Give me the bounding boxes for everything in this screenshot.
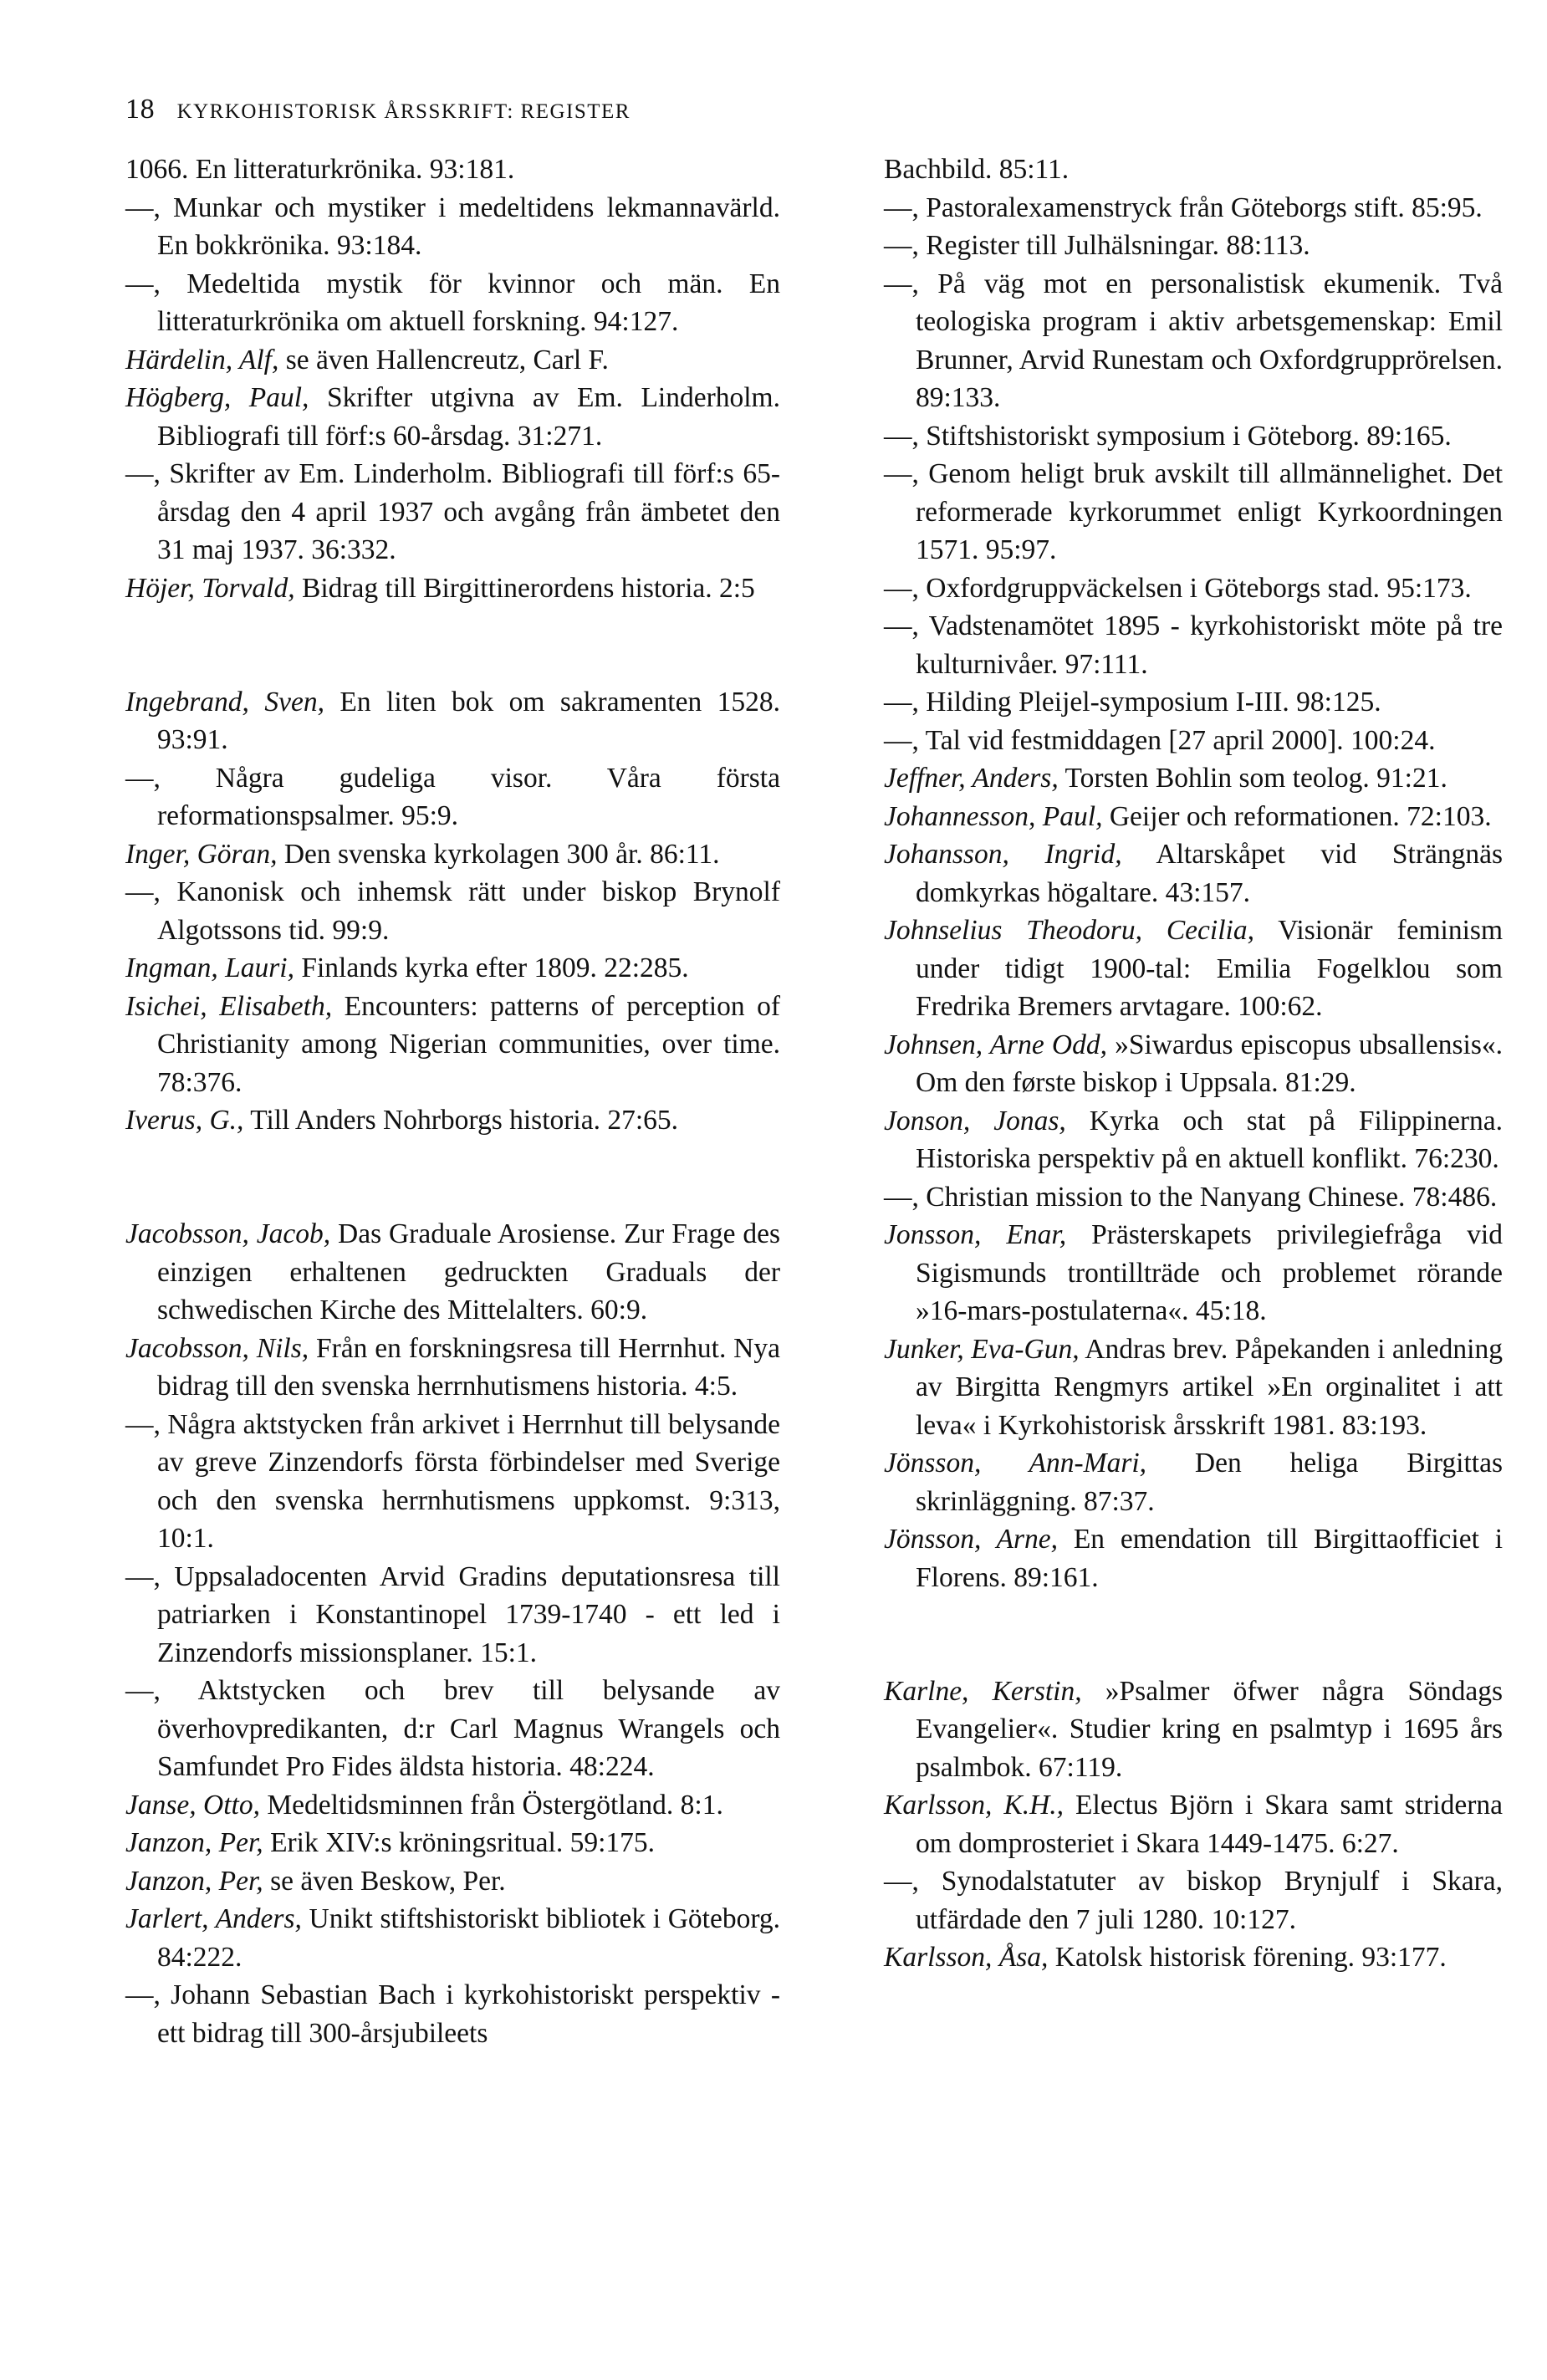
entry-author: Jonsson, Enar,	[884, 1219, 1067, 1250]
index-entry	[125, 265, 780, 341]
entry-text: Andras brev. Påpekanden i anledning av Birgitta Rengmyrs artikel »En orginalitet i att leva« i Kyrkohistorisk årsskrift 1981. 83:193.	[916, 1333, 1503, 1441]
entry-text: Finlands kyrka efter 1809. 22:285.	[294, 953, 689, 983]
entry-text: —, Pastoralexamenstryck från Göteborgs stift. 85:95.	[884, 192, 1483, 223]
entry-author: Härdelin, Alf,	[125, 344, 279, 375]
entry-author: Karlne, Kerstin,	[884, 1675, 1082, 1707]
index-entry	[125, 1558, 780, 1673]
page-number: 18	[125, 94, 156, 125]
index-entry	[125, 683, 780, 759]
entry-text: Bidrag till Birgittinerordens historia. 2:5	[294, 572, 755, 604]
index-entry	[884, 1673, 1503, 1787]
index-entry	[884, 455, 1503, 569]
entry-text: —, Stiftshistoriskt symposium i Göteborg. 89:165.	[884, 420, 1452, 452]
index-entry	[884, 1026, 1503, 1102]
index-entry	[884, 798, 1503, 836]
entry-text: —, På väg mot en personalistisk ekumenik. Två teologiska program i aktiv arbetsgemenskap: Emil Brunner, Arvid Runestam och Oxfordgrupprörelsen. 89:133.	[884, 268, 1503, 413]
index-entry	[125, 569, 780, 608]
index-entry	[125, 949, 780, 988]
entry-text: se även Beskow, Per.	[263, 1865, 506, 1897]
entry-text: —, Kanonisk och inhemsk rätt under biskop Brynolf Algotssons tid. 99:9.	[125, 876, 780, 946]
index-entry	[125, 1824, 780, 1862]
index-entry	[884, 1216, 1503, 1330]
page-header	[125, 94, 631, 125]
entry-author: Johnsen, Arne Odd,	[884, 1029, 1107, 1060]
section-gap	[884, 1596, 1503, 1673]
index-entry	[125, 189, 780, 265]
entry-text: —, Oxfordgruppväckelsen i Göteborgs stad. 95:173.	[884, 572, 1472, 604]
entry-text: Prästerskapets privilegiefråga vid Sigismunds trontillträde och problemet rörande »16-mars-postulaterna«. 45:18.	[916, 1219, 1503, 1326]
entry-author: Höjer, Torvald,	[125, 572, 295, 604]
entry-text: —, Några gudeliga visor. Våra första reformationspsalmer. 95:9.	[125, 762, 780, 831]
index-entry	[884, 1178, 1503, 1217]
entry-text: Den heliga Birgittas skrinläggning. 87:37.	[916, 1448, 1503, 1517]
entry-author: Jarlert, Anders,	[125, 1903, 302, 1934]
entry-text: Electus Björn i Skara samt striderna om domprosteriet i Skara 1449-1475. 6:27.	[916, 1790, 1503, 1859]
entry-author: Ingman, Lauri,	[125, 953, 294, 983]
entry-text: —, Christian mission to the Nanyang Chinese. 78:486.	[884, 1181, 1498, 1213]
index-entry	[884, 683, 1503, 722]
entry-text: —, Register till Julhälsningar. 88:113.	[884, 230, 1310, 261]
index-entry	[884, 189, 1503, 227]
entry-text: Till Anders Nohrborgs historia. 27:65.	[243, 1105, 679, 1136]
index-entry	[125, 988, 780, 1102]
index-entry	[884, 1786, 1503, 1862]
entry-text: —, Synodalstatuter av biskop Brynjulf i Skara, utfärdade den 7 juli 1280. 10:127.	[884, 1866, 1503, 1935]
entry-text: Medeltidsminnen från Östergötland. 8:1.	[259, 1789, 723, 1821]
entry-author: Jacobsson, Jacob,	[125, 1218, 331, 1249]
section-gap	[125, 1140, 780, 1216]
entry-author: Janse, Otto,	[125, 1789, 260, 1821]
entry-author: Jacobsson, Nils,	[125, 1332, 309, 1364]
index-entry	[884, 1520, 1503, 1596]
index-entry	[125, 759, 780, 835]
index-entry	[884, 1938, 1503, 1977]
entry-text: Kyrka och stat på Filippinerna. Historiska perspektiv på en aktuell konflikt. 76:230.	[916, 1105, 1504, 1174]
entry-text: Encounters: patterns of perception of Christianity among Nigerian communities, over time. 78:376.	[157, 990, 780, 1098]
entry-text: —, Genom heligt bruk avskilt till allmännelighet. Det reformerade kyrkorummet enligt Kyrkoordningen 1571. 95:97.	[884, 458, 1503, 565]
entry-text: Skrifter utgivna av Em. Linderholm. Bibliografi till förf:s 60-årsdag. 31:271.	[157, 382, 780, 452]
index-entry	[125, 1406, 780, 1558]
entry-author: Karlsson, K.H.,	[884, 1790, 1065, 1821]
entry-author: Ingebrand, Sven,	[125, 686, 324, 718]
entry-author: Inger, Göran,	[125, 838, 278, 870]
index-entry	[884, 759, 1503, 798]
entry-author: Iverus, G.,	[125, 1105, 244, 1136]
entry-text: —, Vadstenamötet 1895 - kyrkohistoriskt möte på tre kulturnivåer. 97:111.	[884, 610, 1503, 680]
index-entry	[125, 1672, 780, 1786]
entry-text: —, Medeltida mystik för kvinnor och män. En litteraturkrönika om aktuell forskning. 94:127.	[125, 268, 780, 337]
index-entry	[125, 1900, 780, 1976]
entry-text: »Psalmer öfwer några Söndags Evangelier«. Studier kring en psalmtyp i 1695 års psalmbok. 67:119.	[916, 1675, 1503, 1783]
entry-author: Janzon, Per,	[125, 1865, 263, 1897]
entry-author: Högberg, Paul,	[125, 382, 309, 413]
index-entry	[125, 1330, 780, 1406]
entry-author: Isichei, Elisabeth,	[125, 990, 333, 1022]
index-entry	[125, 1976, 780, 2052]
index-entry	[884, 835, 1503, 912]
section-gap	[125, 607, 780, 683]
entry-text: —, Skrifter av Em. Linderholm. Bibliografi till förf:s 65-årsdag den 4 april 1937 och avgång från ämbetet den 31 maj 1937. 36:332.	[125, 458, 780, 565]
entry-text: 1066. En litteraturkrönika. 93:181.	[125, 154, 515, 185]
index-entry	[125, 341, 780, 380]
entry-text: —, Hilding Pleijel-symposium I-III. 98:125.	[884, 687, 1381, 718]
entry-text: —, Uppsaladocenten Arvid Gradins deputationsresa till patriarken i Konstantinopel 1739-1740 - ett led i Zinzendorfs missionsplaner. 15:1.	[125, 1560, 780, 1668]
index-entry	[884, 265, 1503, 417]
entry-text: Bachbild. 85:11.	[884, 154, 1070, 185]
running-head: KYRKOHISTORISK ÅRSSKRIFT: REGISTER	[176, 100, 631, 123]
entry-author: Janzon, Per,	[125, 1827, 263, 1858]
index-entry	[125, 1786, 780, 1825]
entry-text: —, Munkar och mystiker i medeltidens lekmannavärld. En bokkrönika. 93:184.	[125, 192, 780, 261]
index-entry	[125, 1862, 780, 1901]
left-column	[125, 151, 780, 2052]
entry-text: Altarskåpet vid Strängnäs domkyrkas högaltare. 43:157.	[916, 839, 1503, 908]
index-entry	[884, 1444, 1503, 1520]
index-entry	[125, 1101, 780, 1140]
entry-author: Jönsson, Arne,	[884, 1524, 1059, 1555]
entry-author: Johnselius Theodoru, Cecilia,	[884, 915, 1254, 946]
entry-text: Torsten Bohlin som teolog. 91:21.	[1058, 763, 1447, 794]
entry-text: Unikt stiftshistoriskt bibliotek i Göteborg. 84:222.	[157, 1903, 781, 1973]
index-entry	[884, 227, 1503, 265]
entry-author: Jönsson, Ann-Mari,	[884, 1448, 1147, 1479]
index-entry	[125, 455, 780, 569]
entry-text: Das Graduale Arosiense. Zur Frage des einzigen erhaltenen gedruckten Graduals der schwedischen Kirche des Mittelalters. 60:9.	[157, 1218, 780, 1325]
entry-author: Jeffner, Anders,	[884, 763, 1059, 794]
index-entry	[884, 1102, 1503, 1178]
index-entry	[884, 722, 1503, 760]
entry-text: Den svenska kyrkolagen 300 år. 86:11.	[277, 838, 720, 870]
index-entry	[125, 1215, 780, 1330]
entry-author: Johannesson, Paul,	[884, 800, 1103, 832]
index-entry	[125, 835, 780, 874]
entry-text: —, Aktstycken och brev till belysande av överhovpredikanten, d:r Carl Magnus Wrangels och Samfundet Pro Fides äldsta historia. 48:224.	[125, 1675, 780, 1782]
entry-text: —, Johann Sebastian Bach i kyrkohistoriskt perspektiv - ett bidrag till 300-årsjubileets	[125, 1979, 780, 2049]
entry-text: »Siwardus episcopus ubsallensis«. Om den første biskop i Uppsala. 81:29.	[916, 1029, 1503, 1098]
entry-text: En liten bok om sakramenten 1528. 93:91.	[157, 686, 780, 755]
entry-text: Katolsk historisk förening. 93:177.	[1048, 1942, 1447, 1973]
index-entry	[884, 607, 1503, 683]
entry-text: Erik XIV:s kröningsritual. 59:175.	[263, 1827, 656, 1858]
index-entry	[884, 569, 1503, 608]
entry-text: Geijer och reformationen. 72:103.	[1102, 800, 1492, 832]
index-entry	[884, 1330, 1503, 1445]
index-entry	[125, 379, 780, 455]
entry-author: Johansson, Ingrid,	[884, 839, 1122, 870]
index-entry	[884, 417, 1503, 456]
index-entry	[884, 151, 1503, 189]
index-entry	[884, 1862, 1503, 1938]
entry-text: En emendation till Birgittaofficiet i Florens. 89:161.	[916, 1524, 1503, 1593]
entry-text: Från en forskningsresa till Herrnhut. Nya bidrag till den svenska herrnhutismens historia. 4:5.	[157, 1332, 780, 1402]
entry-author: Junker, Eva-Gun,	[884, 1333, 1080, 1365]
entry-author: Jonson, Jonas,	[884, 1105, 1066, 1136]
entry-text: —, Tal vid festmiddagen [27 april 2000]. 100:24.	[884, 724, 1436, 756]
entry-author: Karlsson, Åsa,	[884, 1942, 1049, 1973]
right-column	[884, 151, 1503, 1977]
entry-text: Visionär feminism under tidigt 1900-tal: Emilia Fogelklou som Fredrika Bremers arvtagare. 100:62.	[916, 915, 1504, 1022]
index-entry	[125, 151, 780, 189]
index-entry	[884, 912, 1503, 1026]
entry-text: se även Hallencreutz, Carl F.	[278, 344, 609, 375]
entry-text: —, Några aktstycken från arkivet i Herrnhut till belysande av greve Zinzendorfs första förbindelser med Sverige och den svenska herrnhutismens uppkomst. 9:313, 10:1.	[125, 1408, 780, 1554]
index-entry	[125, 873, 780, 949]
